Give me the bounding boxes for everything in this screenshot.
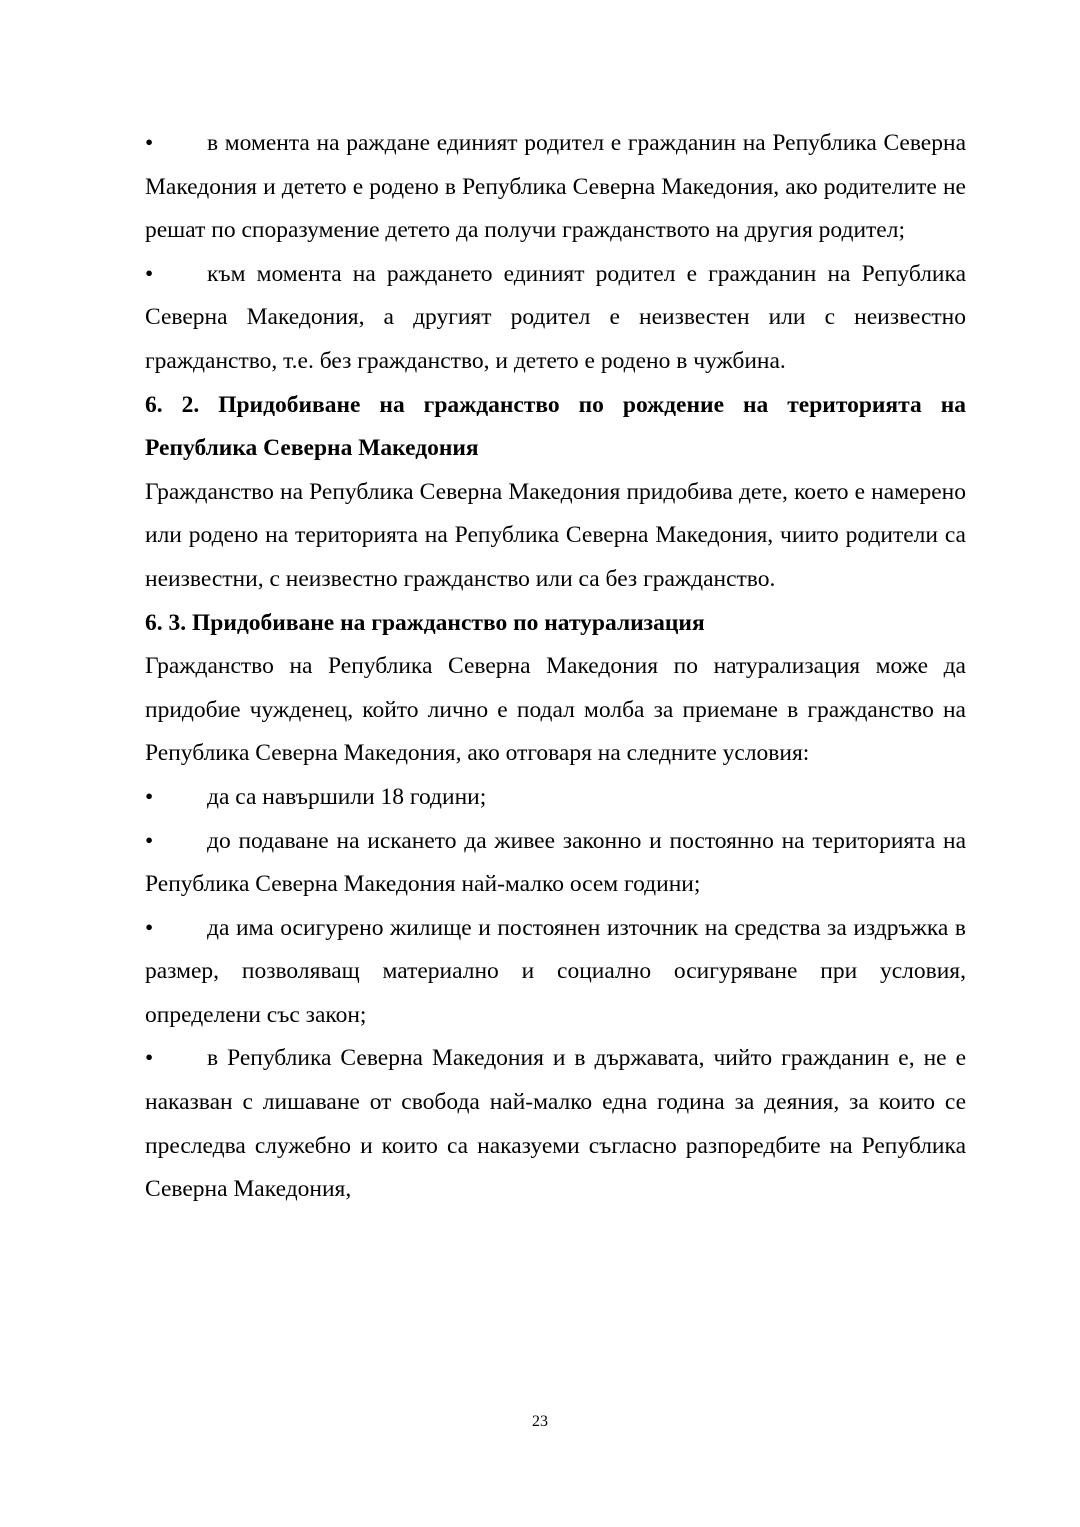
body-paragraph: Гражданство на Република Северна Македония придобива дете, което е намерено или родено на територията на Република Северна Македония, чиито родители са неизвестни, с неизвестно гражданство или са без гражданство. bbox=[145, 478, 966, 592]
bullet-item bbox=[145, 907, 966, 1038]
section-heading: 6. 2. Придобиване на гражданство по рождение на територията на Република Северна Македония bbox=[145, 391, 966, 462]
bullet-marker: • bbox=[145, 914, 154, 941]
bullet-marker: • bbox=[145, 130, 154, 156]
page-number: 23 bbox=[532, 1413, 548, 1430]
bullet-item bbox=[145, 820, 966, 907]
section-heading: 6. 3. Придобиване на гражданство по натурализация bbox=[145, 609, 705, 636]
bullet-item bbox=[145, 122, 966, 253]
bullet-marker: • bbox=[145, 783, 154, 810]
bullet-text: в момента на раждане единият родител е гражданин на Република Северна Македония и детето е родено в Република Северна Македония, ако родителите не решат по споразумение детето да получи гражданството на другия родител; bbox=[145, 130, 966, 244]
bullet-item bbox=[145, 253, 966, 384]
bullet-text: до подаване на искането да живее законно и постоянно на територията на Република Северна Македония най-малко осем години; bbox=[145, 827, 966, 898]
bullet-text: към момента на раждането единият родител е гражданин на Република Северна Македония, а другият родител е неизвестен или с неизвестно гражданство, т.е. без гражданство, и детето е родено в чужбина. bbox=[145, 260, 966, 374]
bullet-item bbox=[145, 1037, 966, 1211]
bullet-marker: • bbox=[145, 260, 154, 287]
body-paragraph: Гражданство на Република Северна Македония по натурализация може да придобие чужденец, който лично е подал молба за приемане в гражданство на Република Северна Македония, ако отговаря на следните условия: bbox=[145, 653, 966, 767]
bullet-marker: • bbox=[145, 827, 154, 854]
bullet-marker: • bbox=[145, 1045, 154, 1072]
document-page bbox=[145, 122, 966, 1212]
bullet-text: в Република Северна Македония и в държавата, чийто гражданин е, не е наказван с лишаване от свобода най-малко една година за деяния, за които се преследва служебно и които са наказуеми съгласно разпоредбите на Република Северна Македония, bbox=[145, 1045, 966, 1203]
bullet-text: да са навършили 18 години; bbox=[207, 783, 487, 810]
bullet-item bbox=[145, 776, 966, 820]
bullet-text: да има осигурено жилище и постоянен източник на средства за издръжка в размер, позволяващ материално и социално осигуряване при условия, определени със закон; bbox=[145, 914, 966, 1028]
